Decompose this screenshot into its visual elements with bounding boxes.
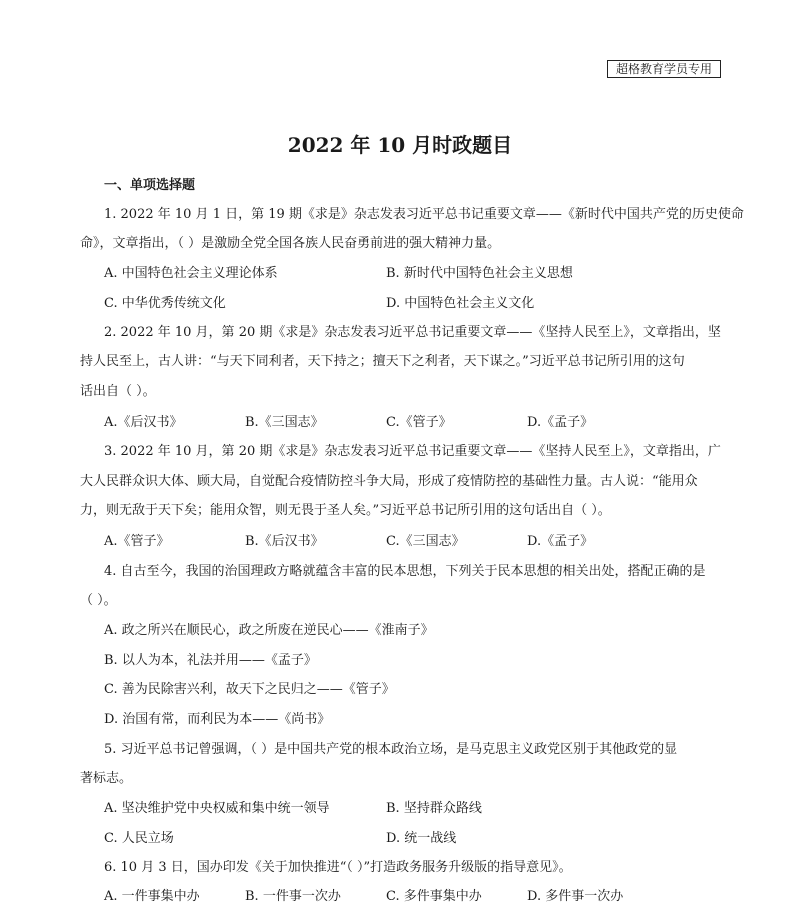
question-3-line-3: 力，则无敌于天下矣；能用众智，则无畏于圣人矣。”习近平总书记所引用的这句话出自（ ）。 <box>80 503 611 518</box>
question-3-option-c: C.《三国志》 <box>386 534 465 549</box>
question-6-option-b: B. 一件事一次办 <box>245 889 341 904</box>
question-5-option-a: A. 坚决维护党中央权威和集中统一领导 <box>104 801 330 816</box>
question-4-option-a: A. 政之所兴在顺民心，政之所废在逆民心——《淮南子》 <box>104 623 434 638</box>
page-title: 2022 年 10 月时政题目 <box>287 133 513 157</box>
question-2-option-d: D.《孟子》 <box>527 415 594 430</box>
student-only-badge: 超格教育学员专用 <box>607 60 721 78</box>
question-1-option-b: B. 新时代中国特色社会主义思想 <box>386 266 573 281</box>
question-3-option-a: A.《管子》 <box>104 534 170 549</box>
question-4-option-c: C. 善为民除害兴利，故天下之民归之——《管子》 <box>104 682 395 697</box>
question-2-option-c: C.《管子》 <box>386 415 452 430</box>
question-2-option-b: B.《三国志》 <box>245 415 324 430</box>
question-4-line-1: 4. 自古至今，我国的治国理政方略就蕴含丰富的民本思想，下列关于民本思想的相关出处，搭配正确的是 <box>104 564 706 579</box>
question-2-line-2: 持人民至上，古人讲：“与天下同利者，天下持之；擅天下之利者，天下谋之。”习近平总书记所引用的这句 <box>80 354 685 369</box>
question-5-line-2: 著标志。 <box>80 771 133 786</box>
question-6-option-d: D. 多件事一次办 <box>527 889 624 904</box>
question-6-option-c: C. 多件事集中办 <box>386 889 482 904</box>
section-heading: 一、单项选择题 <box>104 178 196 193</box>
question-1-option-d: D. 中国特色社会主义文化 <box>386 296 535 311</box>
question-3-line-1: 3. 2022 年 10 月，第 20 期《求是》杂志发表习近平总书记重要文章——《坚持人民至上》，文章指出，广 <box>104 444 721 459</box>
question-1-line-1: 1. 2022 年 10 月 1 日，第 19 期《求是》杂志发表习近平总书记重要文章——《新时代中国共产党的历史使命 <box>104 207 744 222</box>
question-3-line-2: 大人民群众识大体、顾大局，自觉配合疫情防控斗争大局，形成了疫情防控的基础性力量。古人说：“能用众 <box>80 474 698 489</box>
question-5-option-c: C. 人民立场 <box>104 831 174 846</box>
question-2-option-a: A.《后汉书》 <box>104 415 183 430</box>
question-6-line-1: 6. 10 月 3 日，国办印发《关于加快推进“（ ）”打造政务服务升级版的指导意见》。 <box>104 860 572 875</box>
question-4-line-2: （ ）。 <box>80 593 117 608</box>
question-1-line-2: 命》，文章指出，（ ）是激励全党全国各族人民奋勇前进的强大精神力量。 <box>80 236 501 251</box>
question-3-option-b: B.《后汉书》 <box>245 534 324 549</box>
question-1-option-c: C. 中华优秀传统文化 <box>104 296 226 311</box>
question-1-option-a: A. 中国特色社会主义理论体系 <box>104 266 278 281</box>
question-4-option-b: B. 以人为本，礼法并用——《孟子》 <box>104 653 317 668</box>
question-2-line-1: 2. 2022 年 10 月，第 20 期《求是》杂志发表习近平总书记重要文章——《坚持人民至上》，文章指出，坚 <box>104 325 721 340</box>
question-6-option-a: A. 一件事集中办 <box>104 889 200 904</box>
question-5-option-b: B. 坚持群众路线 <box>386 801 482 816</box>
question-5-option-d: D. 统一战线 <box>386 831 457 846</box>
question-2-line-3: 话出自（ ）。 <box>80 384 156 399</box>
question-4-option-d: D. 治国有常，而利民为本——《尚书》 <box>104 712 331 727</box>
question-3-option-d: D.《孟子》 <box>527 534 594 549</box>
question-5-line-1: 5. 习近平总书记曾强调，（ ）是中国共产党的根本政治立场，是马克思主义政党区别于其他政党的显 <box>104 742 678 757</box>
